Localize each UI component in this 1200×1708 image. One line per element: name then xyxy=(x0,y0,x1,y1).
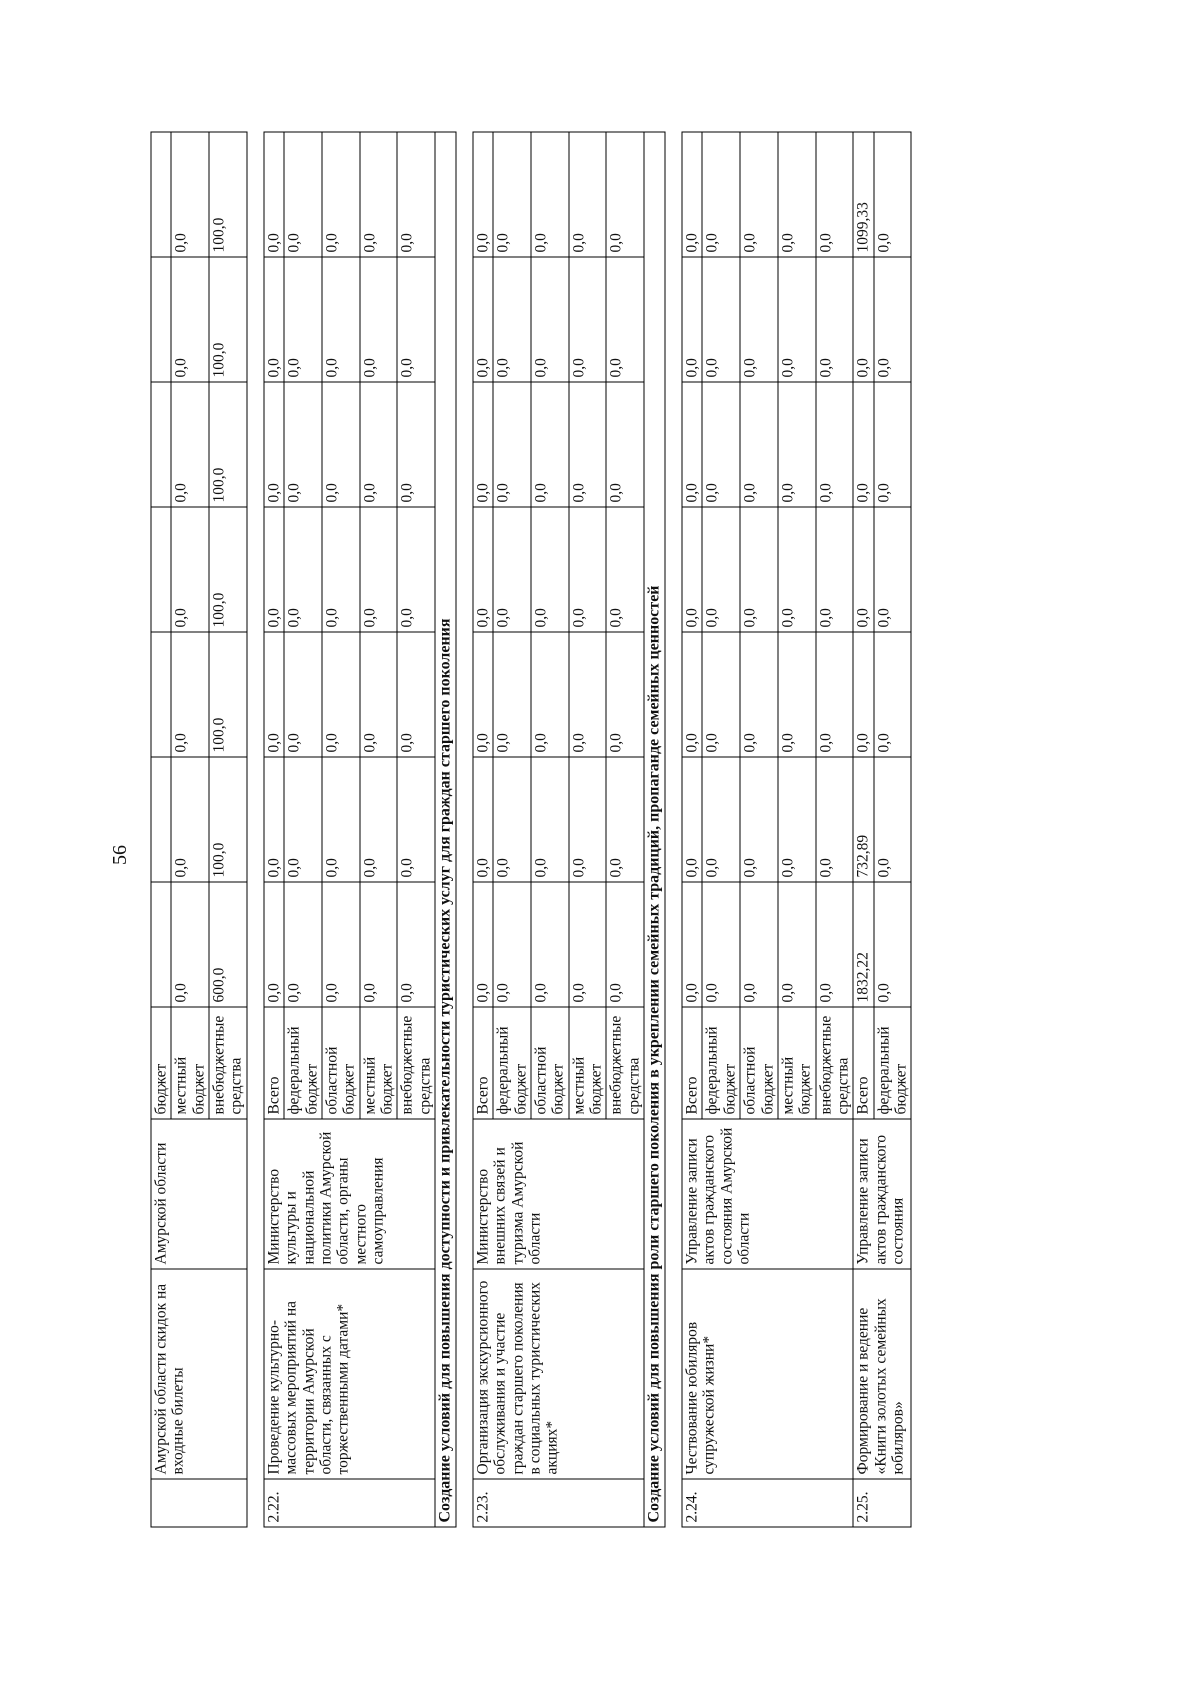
value-cell: 0,0 xyxy=(397,882,435,1007)
value-cell: 0,0 xyxy=(568,132,606,257)
value-cell: 0,0 xyxy=(853,507,873,632)
value-cell: 0,0 xyxy=(263,882,283,1007)
value-cell: 0,0 xyxy=(682,507,702,632)
value-cell: 0,0 xyxy=(321,257,359,382)
budget-type: федеральный бюджет xyxy=(702,1007,740,1119)
value-cell: 0,0 xyxy=(493,257,531,382)
value-cell: 0,0 xyxy=(873,382,911,507)
value-cell: 0,0 xyxy=(873,757,911,882)
value-cell: 0,0 xyxy=(531,257,569,382)
row-number: 2.24. xyxy=(682,1479,853,1527)
table-row xyxy=(682,132,702,1527)
value-cell: 0,0 xyxy=(815,882,853,1007)
value-cell: 0,0 xyxy=(777,257,815,382)
section-heading: Создание условий для повышения роли старшего поколения в укреплении семейных традиций, пропаганде семейных ценностей xyxy=(644,132,665,1527)
value-cell: 0,0 xyxy=(493,632,531,757)
value-cell: 100,0 xyxy=(209,632,247,757)
value-cell: 0,0 xyxy=(397,132,435,257)
row-number: 2.22. xyxy=(263,1479,434,1527)
budget-type: местный бюджет xyxy=(359,1007,397,1119)
value-cell: 0,0 xyxy=(853,632,873,757)
value-cell: 0,0 xyxy=(472,382,492,507)
value-cell: 0,0 xyxy=(359,382,397,507)
value-cell: 0,0 xyxy=(171,132,209,257)
value-cell: 0,0 xyxy=(531,507,569,632)
value-cell: 0,0 xyxy=(568,882,606,1007)
section-row xyxy=(435,132,456,1527)
value-cell: 0,0 xyxy=(284,132,322,257)
rotated-table-wrapper xyxy=(150,133,1050,1528)
value-cell: 0,0 xyxy=(397,382,435,507)
budget-type: местный бюджет xyxy=(777,1007,815,1119)
page-number: 56 xyxy=(109,845,131,865)
value-cell: 0,0 xyxy=(284,507,322,632)
value-cell: 0,0 xyxy=(321,132,359,257)
row-number: 2.25. xyxy=(853,1479,911,1527)
value-cell: 0,0 xyxy=(873,632,911,757)
value-cell: 0,0 xyxy=(682,632,702,757)
budget-type: федеральный бюджет xyxy=(284,1007,322,1119)
value-cell: 0,0 xyxy=(606,632,644,757)
value-cell: 0,0 xyxy=(815,132,853,257)
value-cell: 0,0 xyxy=(606,757,644,882)
activity-name: Формирование и ведение «Книги золотых семейных юбиляров» xyxy=(853,1269,911,1479)
budget-type: Всего xyxy=(853,1007,873,1119)
table-row xyxy=(853,132,873,1527)
value-cell: 0,0 xyxy=(702,757,740,882)
value-cell: 0,0 xyxy=(702,257,740,382)
value-cell: 0,0 xyxy=(263,507,283,632)
budget-type: внебюджетные средства xyxy=(606,1007,644,1119)
value-cell: 0,0 xyxy=(359,507,397,632)
executor: Министерство внешних связей и туризма Амурской области xyxy=(472,1119,643,1269)
value-cell: 0,0 xyxy=(359,757,397,882)
value-cell: 0,0 xyxy=(740,257,778,382)
value-cell: 100,0 xyxy=(209,507,247,632)
value-cell: 0,0 xyxy=(321,632,359,757)
table-row xyxy=(151,132,171,1527)
value-cell: 0,0 xyxy=(682,882,702,1007)
value-cell: 0,0 xyxy=(777,132,815,257)
value-cell: 0,0 xyxy=(397,507,435,632)
budget-type: бюджет xyxy=(151,1007,171,1119)
value-cell: 0,0 xyxy=(493,382,531,507)
value-cell: 0,0 xyxy=(606,882,644,1007)
value-cell: 0,0 xyxy=(815,632,853,757)
value-cell: 0,0 xyxy=(472,257,492,382)
value-cell: 0,0 xyxy=(284,757,322,882)
value-cell: 0,0 xyxy=(777,507,815,632)
activity-name: Организация экскурсионного обслуживания и участие граждан старшего поколения в социальных туристических акциях* xyxy=(472,1269,643,1479)
value-cell: 100,0 xyxy=(209,757,247,882)
value-cell: 0,0 xyxy=(171,257,209,382)
budget-type: Всего xyxy=(472,1007,492,1119)
budget-table xyxy=(150,132,911,1528)
value-cell: 1099,33 xyxy=(853,132,873,257)
executor: Управление записи актов гражданского состояния Амурской области xyxy=(682,1119,853,1269)
value-cell: 0,0 xyxy=(815,757,853,882)
value-cell: 0,0 xyxy=(472,882,492,1007)
budget-type: федеральный бюджет xyxy=(873,1007,911,1119)
value-cell: 732,89 xyxy=(853,757,873,882)
value-cell: 0,0 xyxy=(740,757,778,882)
value-cell: 0,0 xyxy=(284,382,322,507)
value-cell: 0,0 xyxy=(702,507,740,632)
value-cell: 0,0 xyxy=(740,132,778,257)
activity-name: Чествование юбиляров супружеской жизни* xyxy=(682,1269,853,1479)
value-cell: 0,0 xyxy=(740,507,778,632)
value-cell: 100,0 xyxy=(209,257,247,382)
value-cell: 0,0 xyxy=(873,507,911,632)
value-cell: 0,0 xyxy=(853,382,873,507)
budget-type: внебюджетные средства xyxy=(815,1007,853,1119)
value-cell: 0,0 xyxy=(873,882,911,1007)
value-cell: 0,0 xyxy=(171,632,209,757)
executor: Управление записи актов гражданского состояния xyxy=(853,1119,911,1269)
value-cell: 0,0 xyxy=(531,757,569,882)
value-cell: 0,0 xyxy=(815,257,853,382)
value-cell: 0,0 xyxy=(171,757,209,882)
value-cell: 0,0 xyxy=(493,757,531,882)
budget-type: местный бюджет xyxy=(171,1007,209,1119)
budget-type: местный бюджет xyxy=(568,1007,606,1119)
value-cell: 0,0 xyxy=(682,757,702,882)
value-cell: 0,0 xyxy=(284,882,322,1007)
table-row xyxy=(263,132,283,1527)
row-number: 2.23. xyxy=(472,1479,643,1527)
value-cell: 0,0 xyxy=(873,132,911,257)
budget-type: Всего xyxy=(682,1007,702,1119)
value-cell: 0,0 xyxy=(359,132,397,257)
value-cell: 0,0 xyxy=(263,257,283,382)
value-cell: 0,0 xyxy=(606,257,644,382)
value-cell: 0,0 xyxy=(568,507,606,632)
value-cell: 0,0 xyxy=(263,132,283,257)
value-cell: 0,0 xyxy=(263,382,283,507)
budget-type: областной бюджет xyxy=(531,1007,569,1119)
value-cell: 0,0 xyxy=(493,132,531,257)
budget-type: внебюджетные средства xyxy=(209,1007,247,1119)
value-cell: 0,0 xyxy=(472,632,492,757)
value-cell: 100,0 xyxy=(209,382,247,507)
value-cell: 0,0 xyxy=(321,382,359,507)
value-cell: 0,0 xyxy=(682,382,702,507)
value-cell: 0,0 xyxy=(606,132,644,257)
row-number xyxy=(151,1479,247,1527)
value-cell: 1832,22 xyxy=(853,882,873,1007)
value-cell: 0,0 xyxy=(740,632,778,757)
value-cell: 0,0 xyxy=(777,882,815,1007)
value-cell: 0,0 xyxy=(853,257,873,382)
value-cell: 0,0 xyxy=(740,382,778,507)
value-cell: 0,0 xyxy=(263,757,283,882)
value-cell: 0,0 xyxy=(321,882,359,1007)
value-cell: 0,0 xyxy=(472,132,492,257)
value-cell: 600,0 xyxy=(209,882,247,1007)
value-cell: 0,0 xyxy=(171,382,209,507)
table-row xyxy=(472,132,492,1527)
value-cell: 0,0 xyxy=(777,382,815,507)
activity-name: Проведение культурно-массовых мероприятий на территории Амурской области, связанных с торжественными датами* xyxy=(263,1269,434,1479)
value-cell: 0,0 xyxy=(263,632,283,757)
value-cell: 0,0 xyxy=(531,882,569,1007)
value-cell: 0,0 xyxy=(606,507,644,632)
value-cell: 0,0 xyxy=(359,257,397,382)
value-cell: 0,0 xyxy=(568,382,606,507)
executor: Министерство культуры и национальной политики Амурской области, органы местного самоуправления xyxy=(263,1119,434,1269)
value-cell: 0,0 xyxy=(359,632,397,757)
value-cell: 0,0 xyxy=(397,257,435,382)
value-cell: 0,0 xyxy=(531,632,569,757)
value-cell: 0,0 xyxy=(171,882,209,1007)
budget-type: федеральный бюджет xyxy=(493,1007,531,1119)
value-cell: 0,0 xyxy=(777,757,815,882)
value-cell: 0,0 xyxy=(321,757,359,882)
value-cell: 0,0 xyxy=(493,507,531,632)
value-cell: 0,0 xyxy=(740,882,778,1007)
value-cell: 0,0 xyxy=(606,382,644,507)
budget-type: областной бюджет xyxy=(321,1007,359,1119)
value-cell: 0,0 xyxy=(815,382,853,507)
activity-name: Амурской области скидок на входные билеты xyxy=(151,1269,247,1479)
value-cell: 0,0 xyxy=(472,757,492,882)
value-cell: 0,0 xyxy=(682,132,702,257)
value-cell: 0,0 xyxy=(472,507,492,632)
value-cell: 0,0 xyxy=(702,132,740,257)
value-cell: 0,0 xyxy=(568,632,606,757)
value-cell: 0,0 xyxy=(682,257,702,382)
value-cell: 100,0 xyxy=(209,132,247,257)
value-cell: 0,0 xyxy=(531,382,569,507)
value-cell: 0,0 xyxy=(493,882,531,1007)
value-cell: 0,0 xyxy=(321,507,359,632)
value-cell: 0,0 xyxy=(702,382,740,507)
value-cell: 0,0 xyxy=(171,507,209,632)
value-cell: 0,0 xyxy=(873,257,911,382)
budget-type: внебюджетные средства xyxy=(397,1007,435,1119)
value-cell: 0,0 xyxy=(531,132,569,257)
value-cell: 0,0 xyxy=(777,632,815,757)
value-cell: 0,0 xyxy=(284,257,322,382)
budget-type: областной бюджет xyxy=(740,1007,778,1119)
value-cell: 0,0 xyxy=(359,882,397,1007)
section-heading: Создание условий для повышения доступности и привлекательности туристических услуг для граждан старшего поколения xyxy=(435,132,456,1527)
value-cell: 0,0 xyxy=(284,632,322,757)
value-cell: 0,0 xyxy=(568,257,606,382)
value-cell: 0,0 xyxy=(397,632,435,757)
executor: Амурской области xyxy=(151,1119,247,1269)
value-cell: 0,0 xyxy=(702,882,740,1007)
budget-type: Всего xyxy=(263,1007,283,1119)
section-row xyxy=(644,132,665,1527)
value-cell: 0,0 xyxy=(397,757,435,882)
value-cell: 0,0 xyxy=(702,632,740,757)
value-cell: 0,0 xyxy=(568,757,606,882)
value-cell: 0,0 xyxy=(815,507,853,632)
